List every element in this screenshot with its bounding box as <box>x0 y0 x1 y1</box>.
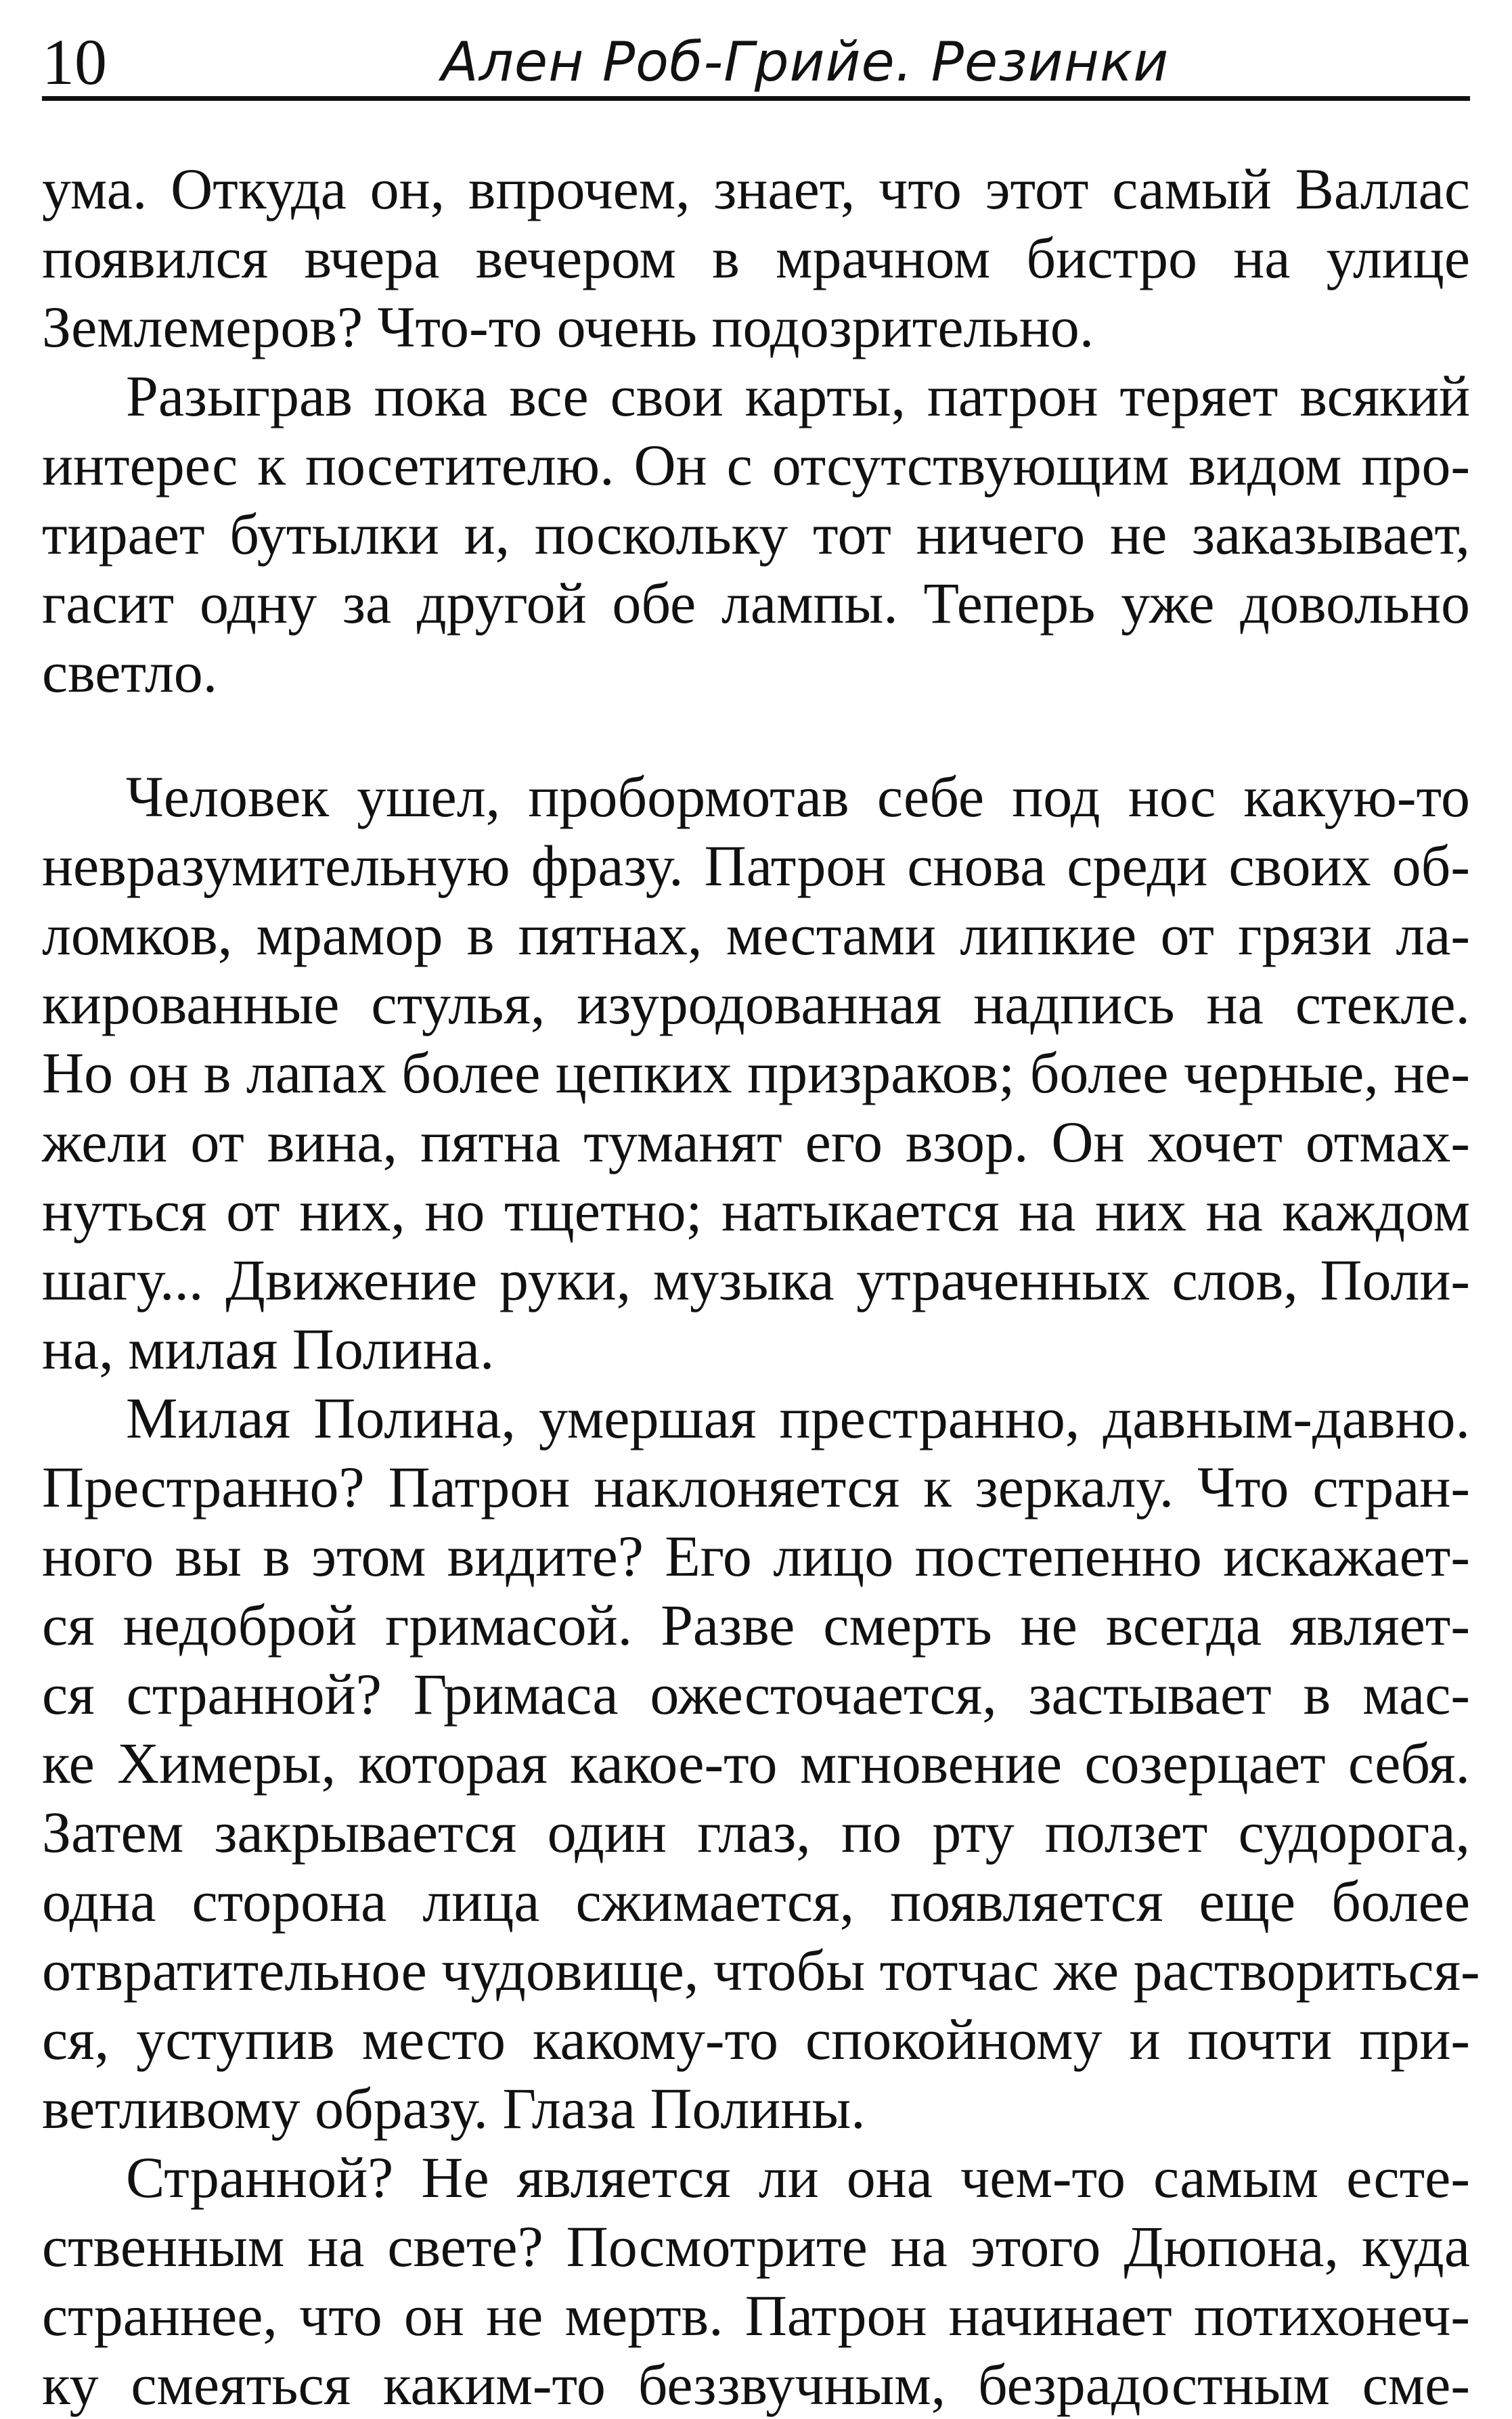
text-line: ума. Откуда он, впрочем, знает, что этот самый Валлас <box>42 156 1470 221</box>
text-line: появился вчера вечером в мрачном бистро на улице <box>42 225 1470 290</box>
text-line: ственным на свете? Посмотрите на этого Дюпона, куда <box>42 2214 1470 2279</box>
running-title: Ален Роб-Грийе. Резинки <box>441 30 1170 93</box>
book-page <box>42 0 1480 2417</box>
text-line: ся, уступив место какому-то спокойному и почти при- <box>42 2007 1470 2072</box>
text-line: на, милая Полина. <box>42 1316 495 1381</box>
text-line: Разыграв пока все свои карты, патрон теряет всякий <box>126 363 1470 428</box>
text-line: шагу... Движение руки, музыка утраченных слов, Поли- <box>42 1247 1470 1312</box>
body-text <box>42 154 1480 2419</box>
section-break <box>42 707 1470 762</box>
text-line: Но он в лапах более цепких призраков; более черные, не- <box>42 1040 1470 1105</box>
text-line: гасит одну за другой обе лампы. Теперь уже довольно <box>42 571 1470 636</box>
text-line: Затем закрывается один глаз, по рту ползет судорога, <box>42 1800 1470 1865</box>
page-number: 10 <box>42 26 107 98</box>
text-line: Милая Полина, умершая престранно, давным-давно. <box>126 1385 1470 1450</box>
text-line: тирает бутылки и, поскольку тот ничего не заказывает, <box>42 502 1470 567</box>
text-line: одна сторона лица сжимается, появляется еще более <box>42 1869 1470 1934</box>
text-line: ку смеяться каким-то беззвучным, безрадостным сме- <box>42 2352 1470 2417</box>
paragraph-3 <box>42 762 1470 1383</box>
paragraph-4 <box>42 1383 1480 2143</box>
text-line: ся недоброй гримасой. Разве смерть не всегда являет- <box>42 1593 1470 1658</box>
text-line: Странной? Не является ли она чем-то самым есте- <box>126 2145 1470 2210</box>
text-line: Землемеров? Что-то очень подозрительно. <box>42 294 1094 359</box>
text-line: отвратительное чудовище, чтобы тотчас же раствориться- <box>42 1938 1480 2003</box>
text-line: нуться от них, но тщетно; натыкается на них на каждом <box>42 1178 1470 1243</box>
text-line: интерес к посетителю. Он с отсутствующим видом про- <box>42 432 1470 497</box>
paragraph-1 <box>42 154 1470 361</box>
text-line: ветливому образу. Глаза Полины. <box>42 2076 866 2141</box>
text-line: ке Химеры, которая какое-то мгновение созерцает себя. <box>42 1731 1470 1796</box>
running-header <box>42 20 1470 101</box>
text-line: ломков, мрамор в пятнах, местами липкие от грязи ла- <box>42 902 1470 967</box>
text-line: Престранно? Патрон наклоняется к зеркалу. Что стран- <box>42 1455 1470 1519</box>
text-line: кированные стулья, изуродованная надпись на стекле. <box>42 971 1470 1036</box>
text-line: ного вы в этом видите? Его лицо постепенно искажает- <box>42 1524 1470 1589</box>
paragraph-5 <box>42 2143 1470 2419</box>
text-line: невразумительную фразу. Патрон снова среди своих об- <box>42 833 1470 898</box>
text-line: ся странной? Гримаса ожесточается, застывает в мас- <box>42 1662 1470 1727</box>
text-line: жели от вина, пятна туманят его взор. Он хочет отмах- <box>42 1109 1470 1174</box>
paragraph-2 <box>42 361 1470 707</box>
text-line: светло. <box>42 640 218 705</box>
text-line: страннее, что он не мертв. Патрон начинает потихонеч- <box>42 2283 1470 2348</box>
text-line: Человек ушел, пробормотав себе под нос какую-то <box>126 764 1470 829</box>
